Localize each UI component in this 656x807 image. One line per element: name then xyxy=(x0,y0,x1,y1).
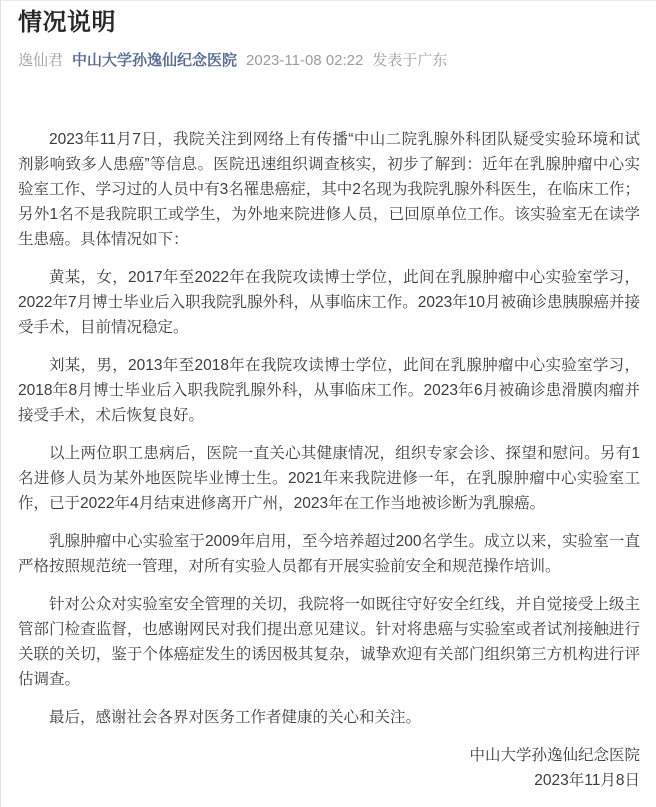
signature-date: 2023年11月8日 xyxy=(534,772,640,789)
publish-location: 发表于广东 xyxy=(372,52,448,69)
publish-time: 2023-11-08 02:22 xyxy=(246,52,364,69)
article-paragraph: 针对公众对实验室安全管理的关切，我院将一如既往守好安全红线，并自觉接受上级主管部门检查监督，也感谢网民对我们提出意见建议。针对将患癌与实验室或者试剂接触进行关联的关切，鉴于个体癌症发生的诱因极其复杂，诚挚欢迎有关部门组织第三方机构进行评估调查。 xyxy=(18,596,640,688)
byline xyxy=(18,50,640,71)
article-paragraph: 黄某，女，2017年至2022年在我院攻读博士学位，此间在乳腺肿瘤中心实验室学习，2022年7月博士毕业后入职我院乳腺外科，从事临床工作。2023年10月被确诊患胰腺癌并接受手术，目前情况稳定。 xyxy=(18,269,640,336)
account-name-link[interactable]: 中山大学孙逸仙纪念医院 xyxy=(72,52,238,69)
article-paragraph: 最后，感谢社会各界对医务工作者健康的关心和关注。 xyxy=(49,709,422,726)
article-body xyxy=(18,127,640,730)
signature-block xyxy=(18,743,640,793)
article-paragraph: 以上两位职工患病后，医院一直关心其健康情况，组织专家会诊、探望和慰问。另有1名进修人员为某外地医院毕业博士生。2021年来我院进修一年，在乳腺肿瘤中心实验室工作，已于2022年4月结束进修离开广州，2023年在工作当地被诊断为乳腺癌。 xyxy=(18,445,640,512)
article-paragraph: 乳腺肿瘤中心实验室于2009年启用，至今培养超过200名学生。成立以来，实验室一直严格按照规范统一管理，对所有实验人员都有开展实验前安全和规范操作培训。 xyxy=(18,533,640,575)
article-paragraph: 刘某，男，2013年至2018年在我院攻读博士学位，此间在乳腺肿瘤中心实验室学习，2018年8月博士毕业后入职我院乳腺外科，从事临床工作。2023年6月被确诊患滑膜肉瘤并接受手术，术后恢复良好。 xyxy=(18,357,640,424)
signature-org: 中山大学孙逸仙纪念医院 xyxy=(469,747,640,764)
author-name: 逸仙君 xyxy=(18,52,64,69)
article-paragraph: 2023年11月7日，我院关注到网络上有传播“中山二院乳腺外科团队疑受实验环境和试剂影响致多人患癌”等信息。医院迅速组织调查核实，初步了解到：近年在乳腺肿瘤中心实验室工作、学习过的人员中有3名罹患癌症，其中2名现为我院乳腺外科医生，在临床工作；另外1名不是我院职工或学生，为外地来院进修人员，已回原单位工作。该实验室无在读学生患癌。具体情况如下： xyxy=(18,131,640,248)
page-title: 情况说明 xyxy=(18,9,116,36)
